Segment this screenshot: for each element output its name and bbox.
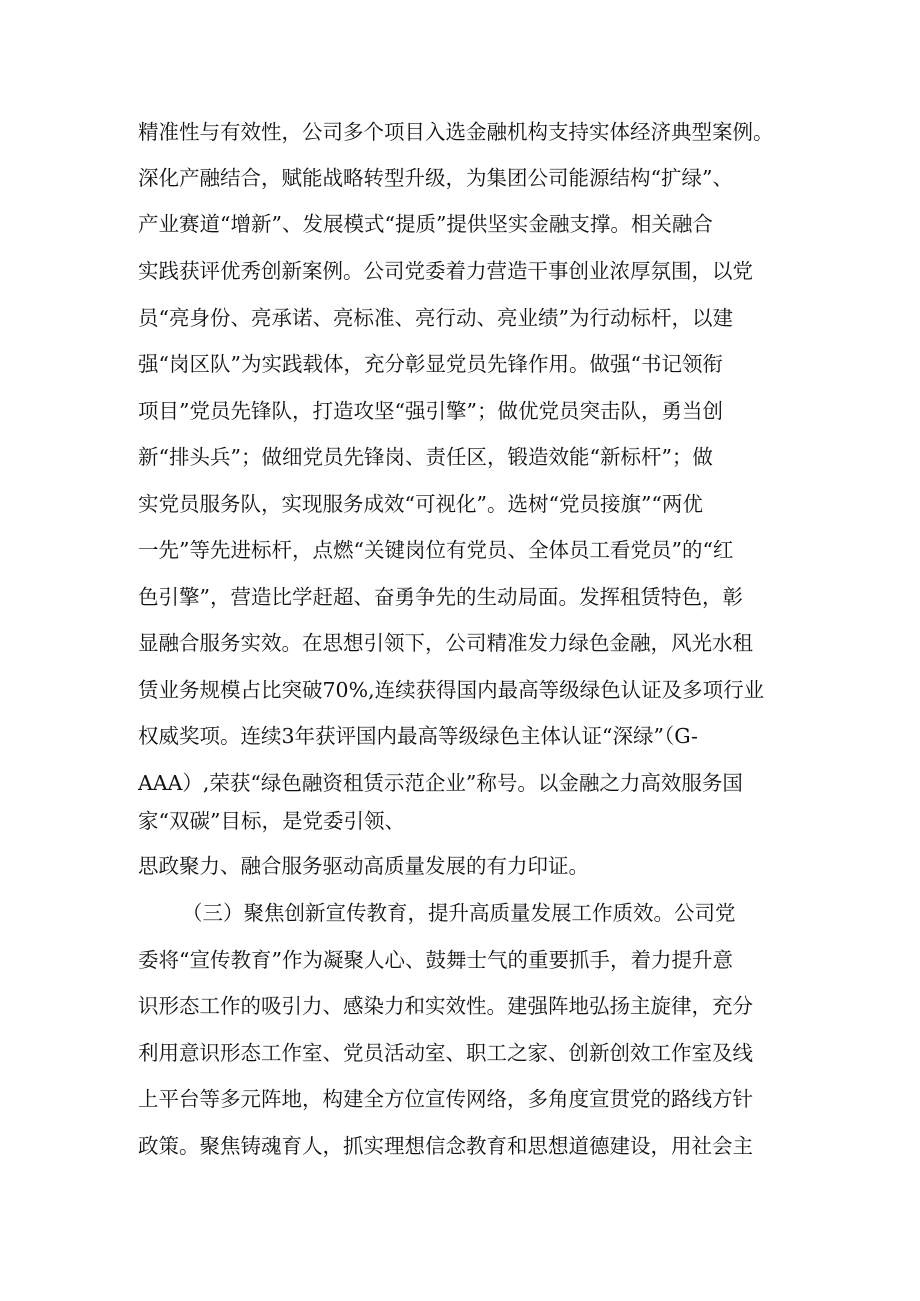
text-line-6: 强“岗区队”为实践载体，充分彰显党员先锋作用。做强“书记领衔 [138,352,723,376]
text-line-4: 实践获评优秀创新案例。公司党委着力营造干事创业浓厚氛围，以党 [138,259,753,283]
text-line-17: 思政聚力、融合服务驱动高质量发展的有力印证。 [138,854,589,878]
text-line-11: 色引擎”，营造比学赶超、奋勇争先的生动局面。发挥租赁特色，彰 [138,585,743,609]
text-line-9: 实党员服务队，实现服务成效“可视化”。选树“党员接旗”“两优 [138,492,703,516]
text-line-8: 新“排头兵”；做细党员先锋岗、责任区，锻造效能“新标杆”；做 [138,445,713,469]
text-line-1: 精准性与有效性，公司多个项目入选金融机构支持实体经济典型案例。 [138,120,774,144]
text-line-20: 识形态工作的吸引力、感染力和实效性。建强阵地弘扬主旋律，充分 [138,994,753,1018]
text-line-19: 委将“宣传教育”作为凝聚人心、鼓舞士气的重要抓手，着力提升意 [138,948,733,972]
text-line-21: 利用意识形态工作室、党员活动室、职工之家、创新创效工作室及线 [138,1041,753,1065]
text-line-16: 家“双碳”目标，是党委引领、 [138,809,405,833]
text-line-12: 显融合服务实效。在思想引领下，公司精准发力绿色金融，风光水租 [138,631,753,655]
section-heading-line: （三）聚焦创新宣传教育，提升高质量发展工作质效。公司党 [182,901,736,925]
text-line-23: 政策。聚焦铸魂育人，抓实理想信念教育和思想道德建设，用社会主 [138,1134,753,1158]
text-line-13: 赁业务规模占比突破70%,连续获得国内最高等级绿色认证及多项行业 [138,678,765,702]
text-line-3: 产业赛道“增新”、发展模式“提质”提供坚实金融支撑。相关融合 [138,212,713,236]
text-line-14: 权威奖项。连续3年获评国内最高等级绿色主体认证“深绿”（G- [138,724,698,748]
text-line-22: 上平台等多元阵地，构建全方位宣传网络，多角度宣贯党的路线方针 [138,1087,753,1111]
text-line-2: 深化产融结合，赋能战略转型升级，为集团公司能源结构“扩绿”、 [138,166,733,190]
text-line-15: AAA）,荣获“绿色融资租赁示范企业”称号。以金融之力高效服务国 [138,771,743,795]
text-line-5: 员“亮身份、亮承诺、亮标准、亮行动、亮业绩”为行动标杆，以建 [138,306,733,330]
text-line-7: 项目”党员先锋队，打造攻坚“强引擎”；做优党员突击队，勇当创 [138,399,723,423]
text-line-10: 一先”等先进标杆，点燃“关键岗位有党员、全体员工看党员”的“红 [138,538,734,562]
